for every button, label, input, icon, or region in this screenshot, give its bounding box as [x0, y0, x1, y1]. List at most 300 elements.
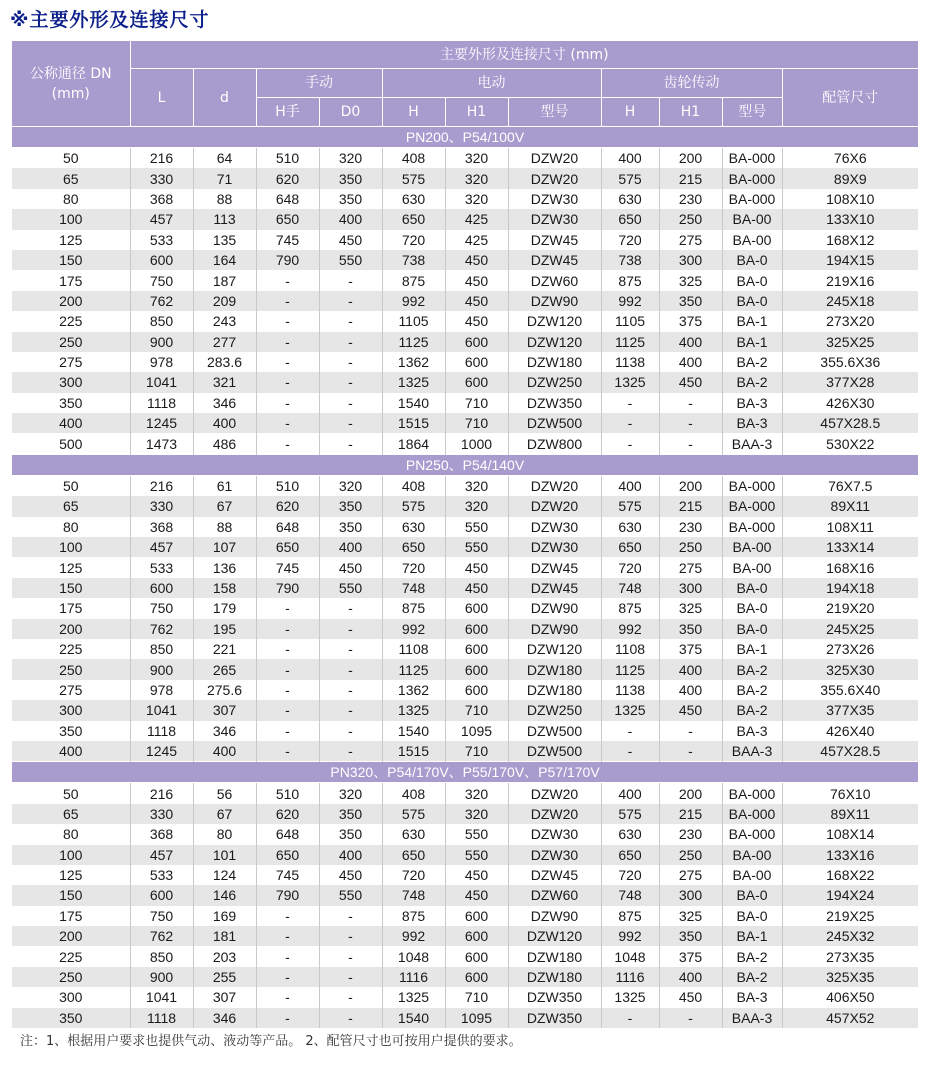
table-row [12, 557, 918, 577]
table-cell: - [659, 413, 722, 433]
table-cell: 648 [256, 517, 319, 537]
table-cell: DZW20 [508, 783, 601, 804]
table-cell: 875 [382, 906, 445, 926]
table-cell: 650 [256, 537, 319, 557]
table-cell: 875 [601, 598, 659, 618]
table-cell: 450 [445, 578, 508, 598]
table-cell: 450 [319, 230, 382, 250]
table-cell: - [256, 906, 319, 926]
table-cell: 720 [382, 557, 445, 577]
table-cell: 1515 [382, 413, 445, 433]
table-cell: 550 [319, 885, 382, 905]
table-cell: 550 [445, 845, 508, 865]
table-row [12, 496, 918, 516]
table-cell: 76X6 [782, 148, 918, 169]
table-cell: BA-2 [722, 659, 782, 679]
table-cell: DZW120 [508, 311, 601, 331]
table-cell: 738 [382, 250, 445, 270]
table-row [12, 659, 918, 679]
table-cell: - [256, 987, 319, 1007]
table-cell: BA-1 [722, 311, 782, 331]
table-cell: 1864 [382, 433, 445, 454]
table-cell: 300 [659, 885, 722, 905]
table-cell: 219X25 [782, 906, 918, 926]
table-cell: 350 [659, 291, 722, 311]
table-cell: 275.6 [193, 680, 256, 700]
table-row [12, 393, 918, 413]
table-cell: - [256, 433, 319, 454]
table-cell: 400 [659, 967, 722, 987]
table-cell: 346 [193, 393, 256, 413]
table-cell: 457 [130, 537, 193, 557]
table-cell: - [319, 393, 382, 413]
table-cell: 124 [193, 865, 256, 885]
table-row [12, 700, 918, 720]
table-cell: 650 [256, 209, 319, 229]
table-cell: 375 [659, 311, 722, 331]
table-cell: 1540 [382, 721, 445, 741]
table-cell: 321 [193, 372, 256, 392]
table-row [12, 741, 918, 762]
table-cell: BAA-3 [722, 433, 782, 454]
table-cell: 1473 [130, 433, 193, 454]
table-cell: 187 [193, 270, 256, 290]
table-cell: 64 [193, 148, 256, 169]
header-manual: 手动 [256, 69, 382, 98]
table-cell: 400 [659, 332, 722, 352]
table-cell: 136 [193, 557, 256, 577]
table-cell: 1125 [382, 332, 445, 352]
table-cell: 500 [12, 433, 130, 454]
table-cell: 450 [445, 291, 508, 311]
table-cell: 600 [445, 946, 508, 966]
table-cell: BA-0 [722, 250, 782, 270]
table-cell: 150 [12, 885, 130, 905]
table-cell: 510 [256, 148, 319, 169]
table-cell: 900 [130, 659, 193, 679]
table-cell: 790 [256, 250, 319, 270]
table-cell: 221 [193, 639, 256, 659]
table-cell: - [256, 967, 319, 987]
table-cell: DZW20 [508, 148, 601, 169]
table-cell: 550 [445, 824, 508, 844]
table-cell: 150 [12, 578, 130, 598]
table-cell: 1048 [382, 946, 445, 966]
header-group: 主要外形及连接尺寸 (mm) [130, 41, 918, 69]
table-cell: 125 [12, 557, 130, 577]
table-cell: BA-3 [722, 413, 782, 433]
table-cell: 273X35 [782, 946, 918, 966]
table-cell: 146 [193, 885, 256, 905]
table-cell: 1325 [601, 987, 659, 1007]
table-cell: 209 [193, 291, 256, 311]
table-row [12, 946, 918, 966]
table-cell: 135 [193, 230, 256, 250]
table-cell: DZW30 [508, 209, 601, 229]
table-cell: 300 [659, 250, 722, 270]
table-cell: DZW350 [508, 987, 601, 1007]
table-cell: 133X16 [782, 845, 918, 865]
table-cell: - [256, 311, 319, 331]
table-cell: 600 [445, 967, 508, 987]
header-electric-h: H [382, 98, 445, 127]
table-cell: 346 [193, 721, 256, 741]
table-cell: 600 [445, 352, 508, 372]
table-cell: 225 [12, 311, 130, 331]
table-cell: 76X10 [782, 783, 918, 804]
table-cell: 100 [12, 537, 130, 557]
table-cell: 748 [382, 578, 445, 598]
table-cell: 450 [445, 250, 508, 270]
table-cell: 992 [382, 926, 445, 946]
table-cell: 215 [659, 496, 722, 516]
table-cell: DZW45 [508, 865, 601, 885]
table-cell: 219X20 [782, 598, 918, 618]
table-cell: 375 [659, 639, 722, 659]
table-cell: 600 [445, 598, 508, 618]
table-cell: - [319, 270, 382, 290]
table-cell: 550 [319, 250, 382, 270]
table-cell: 250 [659, 537, 722, 557]
table-cell: 175 [12, 270, 130, 290]
table-cell: BA-00 [722, 230, 782, 250]
table-cell: DZW90 [508, 598, 601, 618]
table-cell: BA-000 [722, 168, 782, 188]
table-cell: DZW500 [508, 413, 601, 433]
table-cell: - [319, 433, 382, 454]
table-cell: 1108 [382, 639, 445, 659]
table-cell: 400 [193, 413, 256, 433]
table-cell: 457X28.5 [782, 741, 918, 762]
table-cell: 181 [193, 926, 256, 946]
table-cell: 1540 [382, 1008, 445, 1028]
table-cell: 350 [12, 721, 130, 741]
table-cell: BA-000 [722, 189, 782, 209]
table-cell: 1245 [130, 413, 193, 433]
table-cell: 450 [659, 372, 722, 392]
table-cell: 400 [319, 537, 382, 557]
table-cell: DZW60 [508, 885, 601, 905]
table-cell: 175 [12, 598, 130, 618]
table-cell: 1325 [382, 987, 445, 1007]
table-cell: 125 [12, 230, 130, 250]
table-cell: DZW120 [508, 639, 601, 659]
table-cell: 350 [319, 824, 382, 844]
table-cell: DZW800 [508, 433, 601, 454]
table-row [12, 311, 918, 331]
table-cell: 648 [256, 824, 319, 844]
table-cell: BA-0 [722, 906, 782, 926]
table-cell: BA-0 [722, 270, 782, 290]
table-cell: - [319, 1008, 382, 1028]
table-cell: 320 [445, 496, 508, 516]
table-cell: 400 [12, 413, 130, 433]
table-row [12, 680, 918, 700]
table-cell: - [659, 721, 722, 741]
table-cell: 550 [445, 537, 508, 557]
table-cell: 108X11 [782, 517, 918, 537]
table-cell: DZW60 [508, 270, 601, 290]
table-cell: - [319, 598, 382, 618]
table-cell: - [256, 700, 319, 720]
table-cell: 450 [445, 270, 508, 290]
table-row [12, 168, 918, 188]
table-cell: DZW350 [508, 1008, 601, 1028]
table-cell: - [319, 639, 382, 659]
table-cell: 200 [659, 148, 722, 169]
table-cell: 275 [12, 680, 130, 700]
table-cell: 650 [382, 845, 445, 865]
table-row [12, 845, 918, 865]
table-cell: DZW250 [508, 372, 601, 392]
header-electric-model: 型号 [508, 98, 601, 127]
section-header [12, 762, 918, 783]
table-cell: BA-2 [722, 946, 782, 966]
table-cell: BA-000 [722, 148, 782, 169]
table-cell: 275 [659, 230, 722, 250]
table-cell: 133X14 [782, 537, 918, 557]
table-cell: 250 [12, 967, 130, 987]
table-cell: 720 [601, 557, 659, 577]
table-cell: 89X9 [782, 168, 918, 188]
table-row [12, 148, 918, 169]
table-cell: - [601, 741, 659, 762]
table-cell: - [319, 721, 382, 741]
table-cell: 600 [445, 619, 508, 639]
header-gear-h1: H1 [659, 98, 722, 127]
table-cell: 450 [319, 557, 382, 577]
table-cell: 1325 [382, 700, 445, 720]
table-cell: 1118 [130, 1008, 193, 1028]
table-cell: - [319, 741, 382, 762]
table-row [12, 906, 918, 926]
table-cell: 408 [382, 783, 445, 804]
table-cell: 215 [659, 804, 722, 824]
table-cell: - [659, 393, 722, 413]
table-cell: 320 [445, 804, 508, 824]
table-cell: 510 [256, 475, 319, 496]
table-row [12, 291, 918, 311]
table-cell: 457 [130, 845, 193, 865]
table-cell: - [256, 1008, 319, 1028]
table-cell: BA-3 [722, 393, 782, 413]
table-cell: 850 [130, 639, 193, 659]
table-row [12, 1008, 918, 1028]
table-cell: 750 [130, 906, 193, 926]
table-cell: - [256, 721, 319, 741]
table-cell: 1048 [601, 946, 659, 966]
table-cell: 325X25 [782, 332, 918, 352]
table-cell: 350 [319, 517, 382, 537]
table-cell: 992 [382, 291, 445, 311]
table-cell: 346 [193, 1008, 256, 1028]
table-cell: - [601, 413, 659, 433]
table-cell: - [659, 433, 722, 454]
table-cell: 530X22 [782, 433, 918, 454]
table-cell: 875 [601, 270, 659, 290]
table-cell: 600 [445, 372, 508, 392]
table-cell: 710 [445, 393, 508, 413]
table-cell: 320 [445, 475, 508, 496]
table-cell: - [319, 619, 382, 639]
table-row [12, 270, 918, 290]
table-cell: 400 [319, 209, 382, 229]
table-cell: DZW20 [508, 168, 601, 188]
section-label: PN200、P54/100V [12, 127, 918, 148]
table-cell: DZW180 [508, 680, 601, 700]
table-row [12, 250, 918, 270]
table-cell: 275 [659, 557, 722, 577]
table-cell: 375 [659, 946, 722, 966]
table-cell: 600 [130, 885, 193, 905]
table-cell: 1041 [130, 987, 193, 1007]
table-cell: 194X18 [782, 578, 918, 598]
table-cell: 245X18 [782, 291, 918, 311]
table-cell: 630 [601, 517, 659, 537]
table-cell: 320 [319, 475, 382, 496]
table-cell: 350 [319, 804, 382, 824]
table-cell: - [256, 291, 319, 311]
table-cell: 648 [256, 189, 319, 209]
table-cell: 1095 [445, 1008, 508, 1028]
table-cell: 250 [12, 332, 130, 352]
table-cell: 1116 [601, 967, 659, 987]
table-cell: - [256, 680, 319, 700]
header-electric: 电动 [382, 69, 601, 98]
table-cell: 450 [319, 865, 382, 885]
table-row [12, 352, 918, 372]
header-gear: 齿轮传动 [601, 69, 782, 98]
table-cell: DZW45 [508, 230, 601, 250]
table-cell: - [601, 1008, 659, 1028]
table-cell: BA-000 [722, 783, 782, 804]
table-cell: DZW90 [508, 906, 601, 926]
table-cell: 300 [12, 987, 130, 1007]
table-cell: 325X30 [782, 659, 918, 679]
table-cell: BA-00 [722, 557, 782, 577]
table-cell: 900 [130, 967, 193, 987]
table-cell: 575 [601, 496, 659, 516]
table-cell: BA-000 [722, 804, 782, 824]
section-header [12, 454, 918, 475]
table-cell: 255 [193, 967, 256, 987]
table-cell: - [256, 393, 319, 413]
table-cell: 1138 [601, 680, 659, 700]
table-cell: 320 [445, 783, 508, 804]
table-cell: 125 [12, 865, 130, 885]
table-cell: 575 [382, 496, 445, 516]
table-cell: 230 [659, 517, 722, 537]
table-row [12, 926, 918, 946]
table-cell: 67 [193, 804, 256, 824]
table-row [12, 639, 918, 659]
header-gear-h: H [601, 98, 659, 127]
table-cell: 355.6X40 [782, 680, 918, 700]
table-cell: DZW500 [508, 721, 601, 741]
table-cell: 650 [601, 537, 659, 557]
table-cell: DZW250 [508, 700, 601, 720]
header-gear-model: 型号 [722, 98, 782, 127]
table-row [12, 372, 918, 392]
header-h-manual: H手 [256, 98, 319, 127]
table-cell: - [659, 1008, 722, 1028]
table-cell: 457X52 [782, 1008, 918, 1028]
table-cell: 600 [445, 906, 508, 926]
table-cell: 325 [659, 598, 722, 618]
table-cell: 307 [193, 700, 256, 720]
table-cell: - [256, 352, 319, 372]
table-cell: BA-0 [722, 619, 782, 639]
header-l: L [130, 69, 193, 127]
table-cell: 748 [601, 578, 659, 598]
table-cell: - [319, 291, 382, 311]
table-cell: 400 [659, 352, 722, 372]
table-row [12, 783, 918, 804]
dimension-table [12, 41, 918, 1028]
table-cell: 650 [601, 845, 659, 865]
table-cell: 575 [382, 804, 445, 824]
table-cell: - [256, 639, 319, 659]
table-cell: - [319, 372, 382, 392]
table-cell: DZW120 [508, 332, 601, 352]
table-cell: 355.6X36 [782, 352, 918, 372]
table-cell: 400 [12, 741, 130, 762]
table-cell: 368 [130, 517, 193, 537]
table-cell: BA-00 [722, 865, 782, 885]
table-cell: - [319, 311, 382, 331]
table-cell: 225 [12, 639, 130, 659]
table-cell: 250 [659, 209, 722, 229]
table-cell: 533 [130, 557, 193, 577]
table-cell: DZW90 [508, 291, 601, 311]
table-cell: 550 [445, 517, 508, 537]
table-cell: 400 [659, 659, 722, 679]
table-cell: 368 [130, 824, 193, 844]
header-d0: D0 [319, 98, 382, 127]
table-cell: 992 [601, 291, 659, 311]
table-cell: - [319, 659, 382, 679]
section-label: PN250、P54/140V [12, 454, 918, 475]
table-cell: 1540 [382, 393, 445, 413]
table-cell: DZW20 [508, 475, 601, 496]
table-cell: 350 [659, 619, 722, 639]
table-cell: - [319, 413, 382, 433]
table-cell: DZW180 [508, 659, 601, 679]
table-cell: BA-1 [722, 639, 782, 659]
table-cell: 1138 [601, 352, 659, 372]
table-cell: 320 [319, 148, 382, 169]
table-cell: DZW30 [508, 824, 601, 844]
table-row [12, 721, 918, 741]
table-cell: 450 [445, 885, 508, 905]
table-cell: 179 [193, 598, 256, 618]
table-cell: 850 [130, 946, 193, 966]
table-cell: 750 [130, 598, 193, 618]
table-cell: 320 [319, 783, 382, 804]
table-cell: BA-3 [722, 987, 782, 1007]
table-cell: 80 [12, 517, 130, 537]
table-cell: 377X35 [782, 700, 918, 720]
table-cell: 300 [12, 700, 130, 720]
table-cell: BAA-3 [722, 741, 782, 762]
table-cell: 100 [12, 845, 130, 865]
table-cell: 600 [445, 659, 508, 679]
table-cell: 168X12 [782, 230, 918, 250]
table-cell: BA-3 [722, 721, 782, 741]
table-cell: - [319, 926, 382, 946]
table-row [12, 517, 918, 537]
table-cell: 400 [601, 475, 659, 496]
